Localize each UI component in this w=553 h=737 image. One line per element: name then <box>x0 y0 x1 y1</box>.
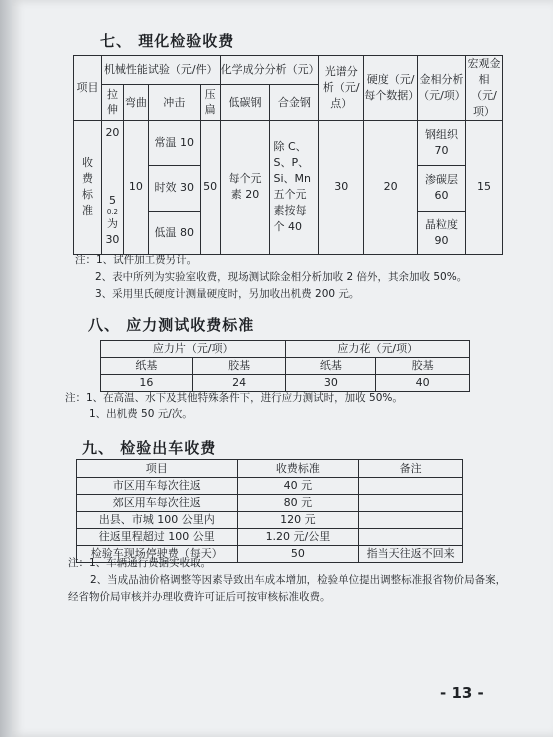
sub-alloy: 合金钢 <box>270 85 319 121</box>
sub-bend: 弯曲 <box>123 85 148 121</box>
glue-base-1: 胶基 <box>192 357 286 374</box>
tensile-c: 为 <box>106 216 118 230</box>
header-mech: 机械性能试验（元/件） <box>101 56 220 85</box>
s9-note-2: 2、当成品油价格调整等因素导致出车成本增加，检验单位提出调整标准报省物价局备案， <box>90 574 507 586</box>
lab-fee-table <box>73 55 503 255</box>
hardness-value: 20 <box>364 120 418 254</box>
impact-low: 低温 80 <box>148 211 200 254</box>
stress-value-1: 16 <box>101 374 193 391</box>
header-chem: 化学成分分析（元） <box>220 56 319 85</box>
bend-value: 10 <box>123 120 148 254</box>
header-stress-flower: 应力花（元/项） <box>286 341 470 358</box>
section7-title: 七、 理化检验收费 <box>100 32 235 50</box>
vehicle-fee-2: 80 元 <box>237 494 359 511</box>
vehicle-item-1: 市区用车每次往返 <box>77 478 238 495</box>
impact-aging: 时效 30 <box>148 165 200 211</box>
sub-tensile: 拉伸 <box>101 85 123 121</box>
s7-note-3: 3、采用里氏硬度计测量硬度时，另加收出机费 200 元。 <box>95 288 360 300</box>
glue-base-2: 胶基 <box>376 357 470 374</box>
tensile-b: 5 <box>108 193 116 207</box>
stress-value-3: 30 <box>286 374 376 391</box>
paper-base-1: 纸基 <box>101 357 193 374</box>
s7-note-1: 注：1、试件加工费另计。 <box>75 254 198 266</box>
tensile-a: 20 <box>101 120 123 165</box>
header-vehicle-item: 项目 <box>77 460 238 478</box>
tensile-d: 30 <box>105 232 120 246</box>
vehicle-item-2: 郊区用车每次往返 <box>77 494 238 511</box>
section9-title: 九、 检验出车收费 <box>82 439 217 457</box>
s7-note-2: 2、表中所列为实验室收费，现场测试除金相分析加收 2 倍外，其余加收 50%。 <box>95 271 468 283</box>
spectrum-value: 30 <box>319 120 364 254</box>
vehicle-remark-3 <box>359 511 463 528</box>
tensile-b-cell <box>101 165 123 254</box>
s8-note-2: 1、出机费 50 元/次。 <box>89 408 193 420</box>
vehicle-item-3: 出县、市城 100 公里内 <box>77 511 238 528</box>
vehicle-fee-table <box>76 459 463 563</box>
vehicle-remark-2 <box>359 494 463 511</box>
sub-impact: 冲击 <box>148 85 200 121</box>
stress-fee-table <box>100 340 470 392</box>
sub-compress: 压扁 <box>200 85 220 121</box>
section8-title: 八、 应力测试收费标准 <box>88 316 255 334</box>
s9-note-3: 经省物价局审核并办理收费许可证后可按审核标准收费。 <box>68 591 331 603</box>
stress-value-4: 40 <box>376 374 470 391</box>
binding-edge <box>0 0 12 737</box>
stress-value-2: 24 <box>192 374 286 391</box>
metallo-carburized: 渗碳层 60 <box>418 165 466 211</box>
header-stress-piece: 应力片（元/项） <box>101 341 286 358</box>
tensile-b-sub: 0.2 <box>106 207 119 216</box>
impact-room: 常温 10 <box>148 120 200 165</box>
header-item: 项目 <box>74 56 102 121</box>
page-number: - 13 - <box>440 684 484 702</box>
header-vehicle-remark: 备注 <box>359 460 463 478</box>
vehicle-fee-3: 120 元 <box>237 511 359 528</box>
lowcarbon-value: 每个元素 20 <box>220 120 270 254</box>
alloy-value: 除 C、S、P、Si、Mn 五个元素按每个 40 <box>270 120 319 254</box>
vehicle-remark-4 <box>359 528 463 545</box>
vehicle-fee-5: 50 <box>237 545 359 562</box>
vehicle-remark-5: 指当天往返不回来 <box>359 545 463 562</box>
vehicle-fee-1: 40 元 <box>237 478 359 495</box>
row-label: 收费标准 <box>74 120 102 254</box>
header-metallo: 金相分析（元/项） <box>418 56 466 121</box>
paper-base-2: 纸基 <box>286 357 376 374</box>
header-vehicle-fee: 收费标准 <box>237 460 359 478</box>
s9-note-1: 注：1、车辆通行费据实收取。 <box>68 557 212 569</box>
vehicle-fee-4: 1.20 元/公里 <box>237 528 359 545</box>
metallo-structure: 钢组织 70 <box>418 120 466 165</box>
compress-value: 50 <box>200 120 220 254</box>
header-macro: 宏观金相（元/项） <box>465 56 502 121</box>
macro-value: 15 <box>465 120 502 254</box>
vehicle-remark-1 <box>359 478 463 495</box>
vehicle-item-4: 往返里程超过 100 公里 <box>77 528 238 545</box>
sub-lowcarbon: 低碳钢 <box>220 85 270 121</box>
header-spectrum: 光谱分析（元/点） <box>319 56 364 121</box>
metallo-grain: 晶粒度 90 <box>418 211 466 254</box>
vehicle-item-5: 检验车现场停驶费（每天） <box>77 545 238 562</box>
header-hardness: 硬度（元/每个数据） <box>364 56 418 121</box>
s8-note-1: 注：1、在高温、水下及其他特殊条件下，进行应力测试时，加收 50%。 <box>65 392 403 404</box>
